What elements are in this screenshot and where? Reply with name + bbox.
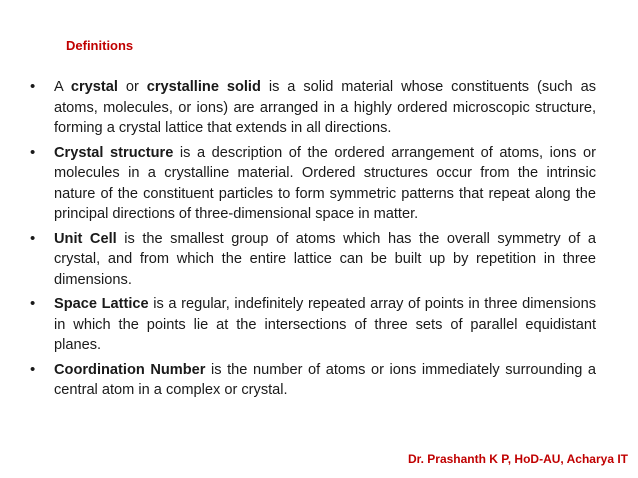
definition-connector: or	[117, 79, 147, 95]
definition-text: is a description of the ordered arrangement of atoms, ions or molecules in a crystalline material. Ordered structures occur from the intrinsic nature of the constituent particles to form symmetric patterns that repeat along the principal directions of three-dimensional space in matter.	[54, 144, 596, 222]
definition-space-lattice	[30, 294, 596, 356]
bullet-icon: •	[30, 78, 36, 95]
definition-coordination-number	[30, 360, 596, 401]
definition-text: is the number of atoms or ions immediately surrounding a central atom in a complex or crystal.	[54, 361, 596, 398]
definition-prefix: A	[54, 79, 71, 95]
definition-term: Coordination Number	[54, 361, 206, 378]
definition-text: is a solid material whose constituents (such as atoms, molecules, or ions) are arranged in a highly ordered microscopic structure, forming a crystal lattice that extends in all directions.	[54, 79, 596, 136]
slide-title: Definitions	[66, 38, 134, 53]
definition-term: Unit Cell	[54, 230, 117, 247]
bullet-icon: •	[30, 143, 36, 161]
definition-text: is the smallest group of atoms which has the overall symmetry of a crystal, and from which the entire lattice can be built up by repetition in three dimensions.	[54, 230, 597, 288]
definition-unit-cell	[30, 229, 596, 291]
definition-crystal	[30, 77, 596, 139]
definition-term: crystal	[70, 79, 118, 95]
bullet-icon: •	[30, 295, 36, 312]
bullet-icon: •	[30, 360, 36, 378]
bullet-icon: •	[30, 229, 36, 247]
definition-term: Crystal structure	[54, 144, 174, 161]
definition-term-secondary: crystalline solid	[146, 79, 261, 95]
definition-term: Space Lattice	[54, 296, 149, 312]
definition-text: is a regular, indefinitely repeated array of points in three dimensions in which the points lie at the intersections of three sets of parallel equidistant planes.	[54, 296, 596, 353]
definition-list	[30, 77, 596, 405]
definition-crystal-structure	[30, 143, 596, 225]
author-footer: Dr. Prashanth K P, HoD-AU, Acharya IT	[407, 452, 628, 466]
